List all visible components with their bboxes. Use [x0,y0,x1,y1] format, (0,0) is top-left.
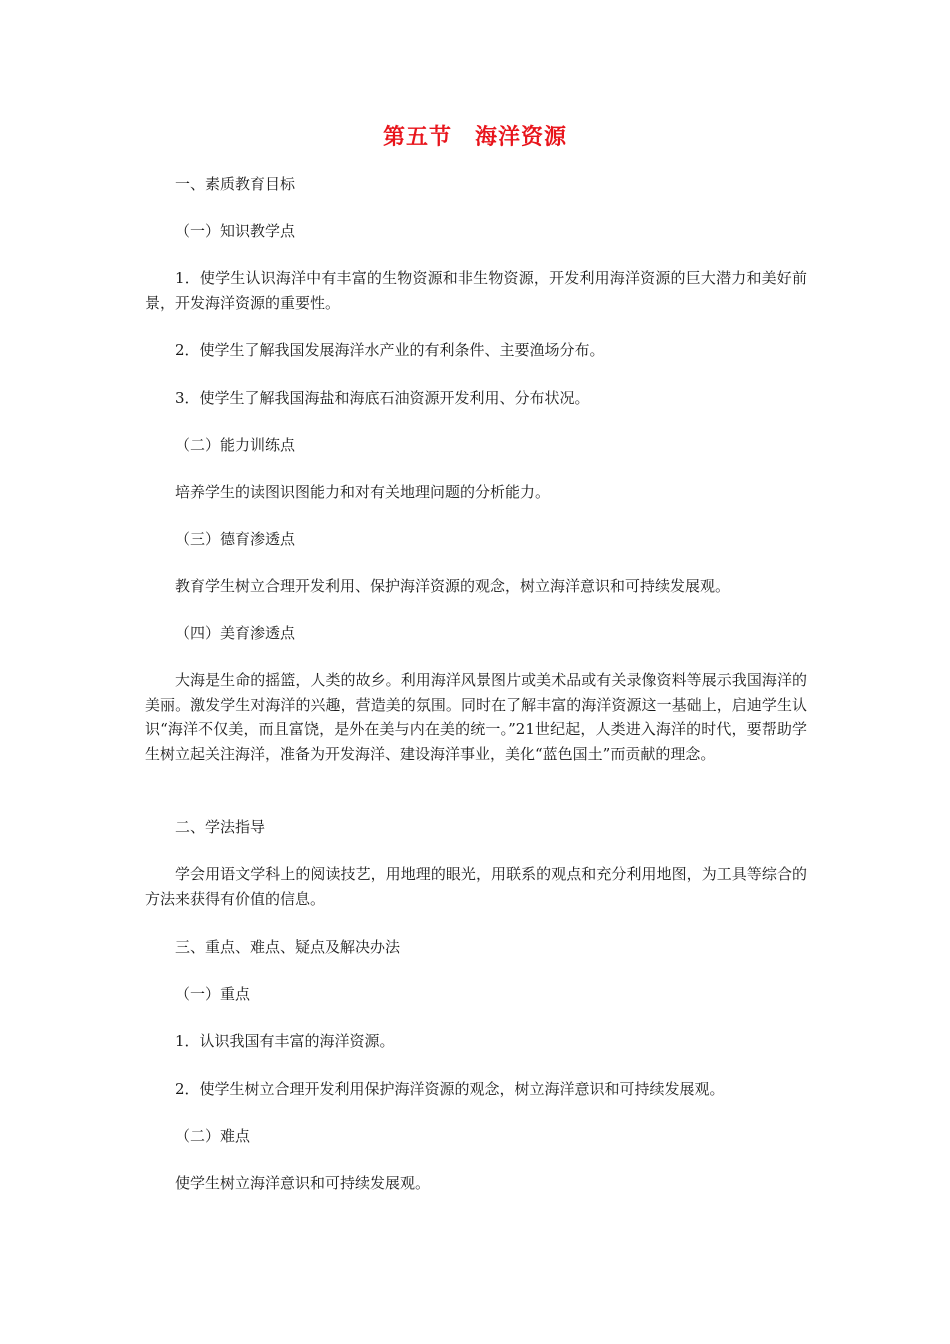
paragraph: 2．使学生了解我国发展海洋水产业的有利条件、主要渔场分布。 [175,341,605,359]
section-heading-1: 一、素质教育目标 [175,175,296,193]
paragraph: 大海是生命的摇篮，人类的故乡。利用海洋风景图片或美术品或有关录像资料等展示我国海洋的美丽。激发学生对海洋的兴趣，营造美的氛围。同时在了解丰富的海洋资源这一基础上，启迪学生认识“海洋不仅美，而且富饶，是外在美与内在美的统一。”21世纪起，人类进入海洋的时代，要帮助学生树立起关注海洋，准备为开发海洋、建设海洋事业，美化“蓝色国土”而贡献的理念。 [145,671,807,763]
section-heading-3: 三、重点、难点、疑点及解决办法 [175,938,401,956]
paragraph: 教育学生树立合理开发利用、保护海洋资源的观念，树立海洋意识和可持续发展观。 [175,577,731,595]
subsection-heading: （一）重点 [175,985,251,1003]
section-heading-2: 二、学法指导 [175,818,266,836]
document-title: 第五节 海洋资源 [382,124,567,150]
subsection-heading: （一）知识教学点 [175,222,296,240]
subsection-heading: （三）德育渗透点 [175,530,296,548]
paragraph: 使学生树立海洋意识和可持续发展观。 [175,1174,431,1192]
paragraph: 3．使学生了解我国海盐和海底石油资源开发利用、分布状况。 [175,389,590,407]
paragraph: 学会用语文学科上的阅读技艺，用地理的眼光，用联系的观点和充分利用地图，为工具等综合的方法来获得有价值的信息。 [145,865,807,908]
subsection-heading: （二）能力训练点 [175,436,296,454]
subsection-heading: （二）难点 [175,1127,251,1145]
subsection-heading: （四）美育渗透点 [175,624,296,642]
paragraph: 1．认识我国有丰富的海洋资源。 [175,1032,395,1050]
paragraph: 培养学生的读图识图能力和对有关地理问题的分析能力。 [175,483,551,501]
paragraph: 1．使学生认识海洋中有丰富的生物资源和非生物资源，开发利用海洋资源的巨大潜力和美好前景，开发海洋资源的重要性。 [145,269,807,312]
paragraph: 2．使学生树立合理开发利用保护海洋资源的观念，树立海洋意识和可持续发展观。 [175,1080,725,1098]
